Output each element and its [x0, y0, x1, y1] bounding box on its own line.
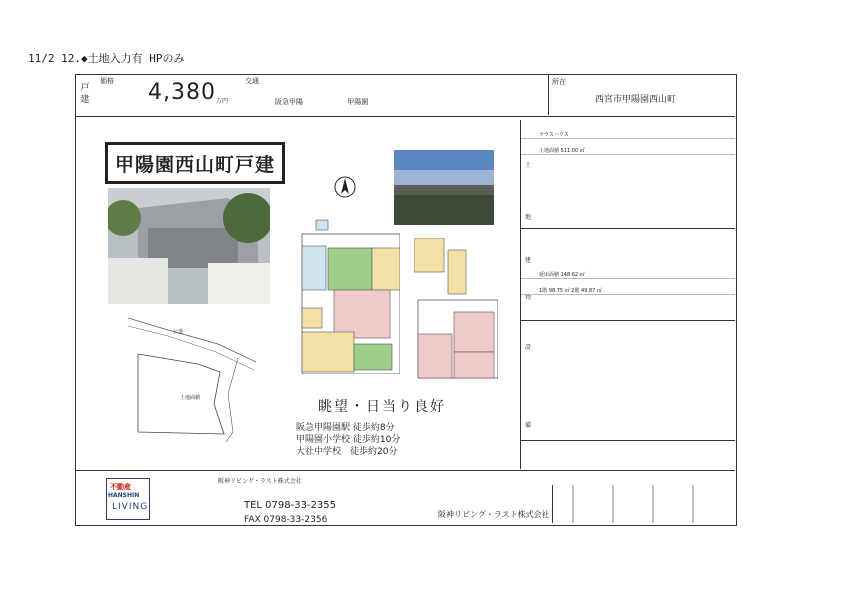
footer-divider — [75, 470, 735, 471]
address-label: 所在 — [552, 78, 566, 86]
logo-text-bottom: LIVING — [112, 502, 149, 512]
logo-text-top: 不動産 — [110, 483, 131, 491]
access-elementary: 甲陽園小学校 徒歩約10分 — [296, 435, 401, 445]
company-fax: FAX 0798-33-2356 — [244, 515, 328, 525]
spec-row: 延床面積 148.62 ㎡ — [521, 270, 735, 279]
company-tel: TEL 0798-33-2355 — [244, 500, 337, 511]
railway-line: 阪急甲陽 — [275, 98, 303, 106]
view-photo — [394, 150, 494, 225]
catchphrase: 眺望・日当り良好 — [318, 399, 446, 415]
specs-table — [520, 120, 735, 469]
house-photo — [108, 188, 270, 304]
property-type-label: 戸建 — [80, 83, 90, 105]
map-road-label: 公道 — [173, 329, 184, 335]
station-name: 甲陽園 — [347, 98, 369, 106]
spec-row: 1階 98.75 ㎡ 2階 49.87 ㎡ — [521, 286, 735, 295]
price-value: 4,380 — [148, 80, 216, 105]
header-note: 11/2 12.◆土地入力有 HPのみ — [28, 52, 185, 65]
price-unit: 万円 — [216, 98, 229, 105]
price-label: 価格 — [100, 77, 114, 85]
north-arrow-icon — [334, 176, 356, 202]
access-station: 阪急甲陽園駅 徒歩約8分 — [296, 423, 395, 433]
transport-label: 交通 — [245, 77, 259, 85]
spec-side-land1: 土 — [524, 162, 531, 169]
site-map — [128, 314, 258, 444]
spec-row: テラスハウス — [521, 130, 735, 139]
map-area-label: 土地面積 — [180, 395, 201, 401]
spec-side-bldg1: 建 — [524, 257, 531, 264]
spec-side-land2: 地 — [524, 214, 531, 221]
spec-side-bldg2: 物 — [524, 294, 531, 301]
access-list — [296, 422, 400, 458]
address-value: 西宮市甲陽園西山町 — [595, 95, 677, 105]
company-name: 阪神リビング・ラスト株式会社 — [218, 478, 302, 485]
floor-plan-2f — [414, 238, 498, 380]
spec-row: 土地面積 511.00 ㎡ — [521, 146, 735, 155]
spec-side-equip1: 設 — [524, 344, 531, 351]
company-name-right: 阪神リビング・ラスト株式会社 — [438, 510, 550, 519]
transport-line — [275, 97, 368, 107]
logo-text-mid: HANSHIN — [108, 492, 140, 499]
fee-table — [552, 485, 735, 523]
spec-side-equip2: 備 — [524, 422, 531, 429]
access-junior-high: 大社中学校 徒歩約20分 — [296, 447, 398, 457]
floor-plan-1f — [294, 216, 400, 374]
property-title: 甲陽園西山町戸建 — [105, 142, 285, 184]
